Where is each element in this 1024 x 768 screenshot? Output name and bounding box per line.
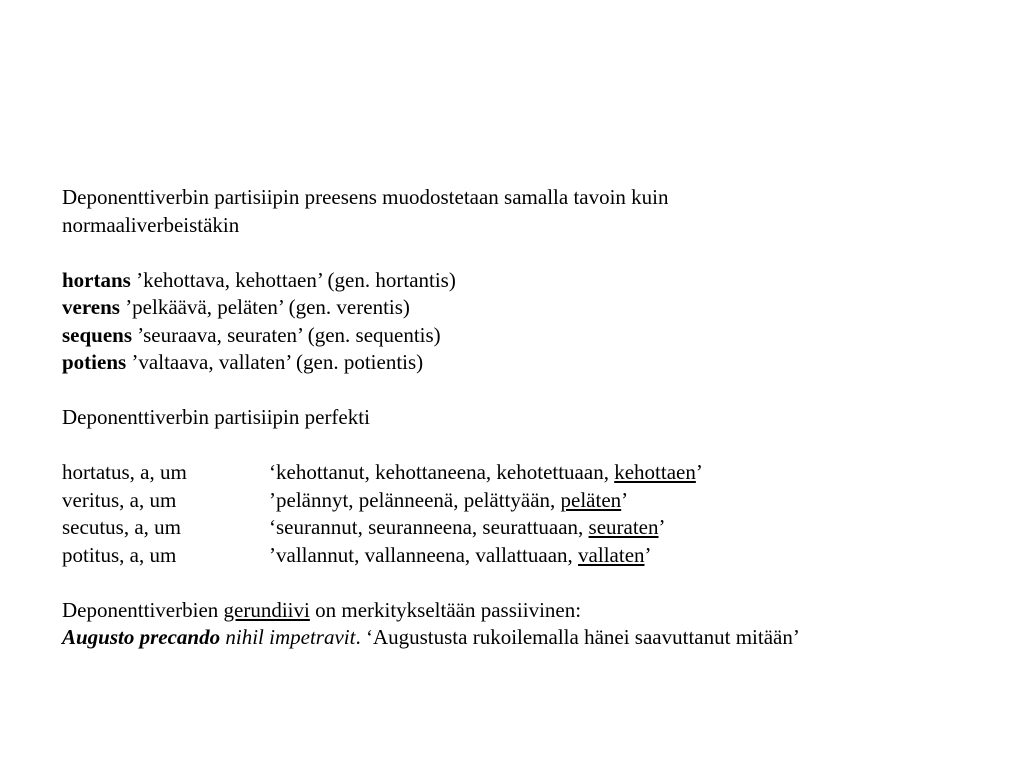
closing-quote: ’ [658, 515, 666, 539]
perfect-participle-row [62, 459, 1002, 487]
perfect-heading: Deponenttiverbin partisiipin perfekti [62, 405, 370, 429]
underlined-word: kehottaen [614, 460, 696, 484]
latin-word: potiens [62, 350, 127, 374]
underlined-word: seuraten [588, 515, 659, 539]
translation [269, 459, 703, 487]
example-translation: . ‘Augustusta rukoilemalla hänei saavuttanut mitään’ [355, 625, 800, 649]
latin-form: veritus, a, um [62, 487, 177, 512]
spacer [62, 569, 1002, 597]
present-participle-row [62, 294, 1002, 322]
translation-text: ‘seurannut, seuranneena, seurattuaan, [269, 515, 589, 539]
spacer [62, 239, 1002, 267]
example-sentence [62, 624, 1002, 652]
translation [269, 487, 628, 515]
translation [269, 542, 652, 570]
gerund-line [62, 597, 1002, 625]
gloss: ’pelkäävä, peläten’ (gen. verentis) [119, 295, 410, 319]
latin-word: verens [62, 295, 120, 319]
latin-form: secutus, a, um [62, 515, 181, 539]
slide-content [62, 184, 1002, 652]
translation [269, 514, 666, 542]
underlined-word: vallaten [578, 542, 645, 567]
intro-line-1: Deponenttiverbin partisiipin preesens muodostetaan samalla tavoin kuin [62, 185, 669, 209]
closing-quote: ’ [621, 487, 629, 512]
closing-quote: ’ [644, 542, 652, 567]
spacer [62, 432, 1002, 460]
present-participle-row [62, 322, 1002, 350]
translation-text: ’pelännyt, pelänneenä, pelättyään, [269, 487, 561, 512]
intro-line-2: normaaliverbeistäkin [62, 212, 240, 237]
perfect-participle-row [62, 514, 1002, 542]
gloss: ’seuraava, seuraten’ (gen. sequentis) [132, 322, 441, 347]
closing-quote: ’ [695, 460, 703, 484]
latin-word: hortans [62, 267, 131, 292]
gloss: ’kehottava, kehottaen’ (gen. hortantis) [130, 267, 456, 292]
present-participle-row [62, 267, 1002, 295]
latin-form: hortatus, a, um [62, 460, 187, 484]
underlined-word: peläten [560, 487, 622, 512]
example-latin-bold: Augusto precando [62, 625, 221, 649]
present-participle-row [62, 349, 1002, 377]
latin-form: potitus, a, um [62, 542, 177, 567]
gerund-text: Deponenttiverbien [62, 597, 224, 622]
gerund-term: gerundiivi [223, 597, 310, 622]
example-latin-italic: nihil impetravit [220, 625, 356, 649]
perfect-participle-row [62, 487, 1002, 515]
latin-word: sequens [62, 322, 133, 347]
perfect-participle-row [62, 542, 1002, 570]
spacer [62, 377, 1002, 405]
translation-text: ‘kehottanut, kehottaneena, kehotettuaan, [269, 460, 615, 484]
translation-text: ’vallannut, vallanneena, vallattuaan, [269, 542, 579, 567]
gloss: ’valtaava, vallaten’ (gen. potientis) [126, 350, 424, 374]
gerund-text-end: on merkitykseltään passiivinen: [309, 597, 582, 622]
